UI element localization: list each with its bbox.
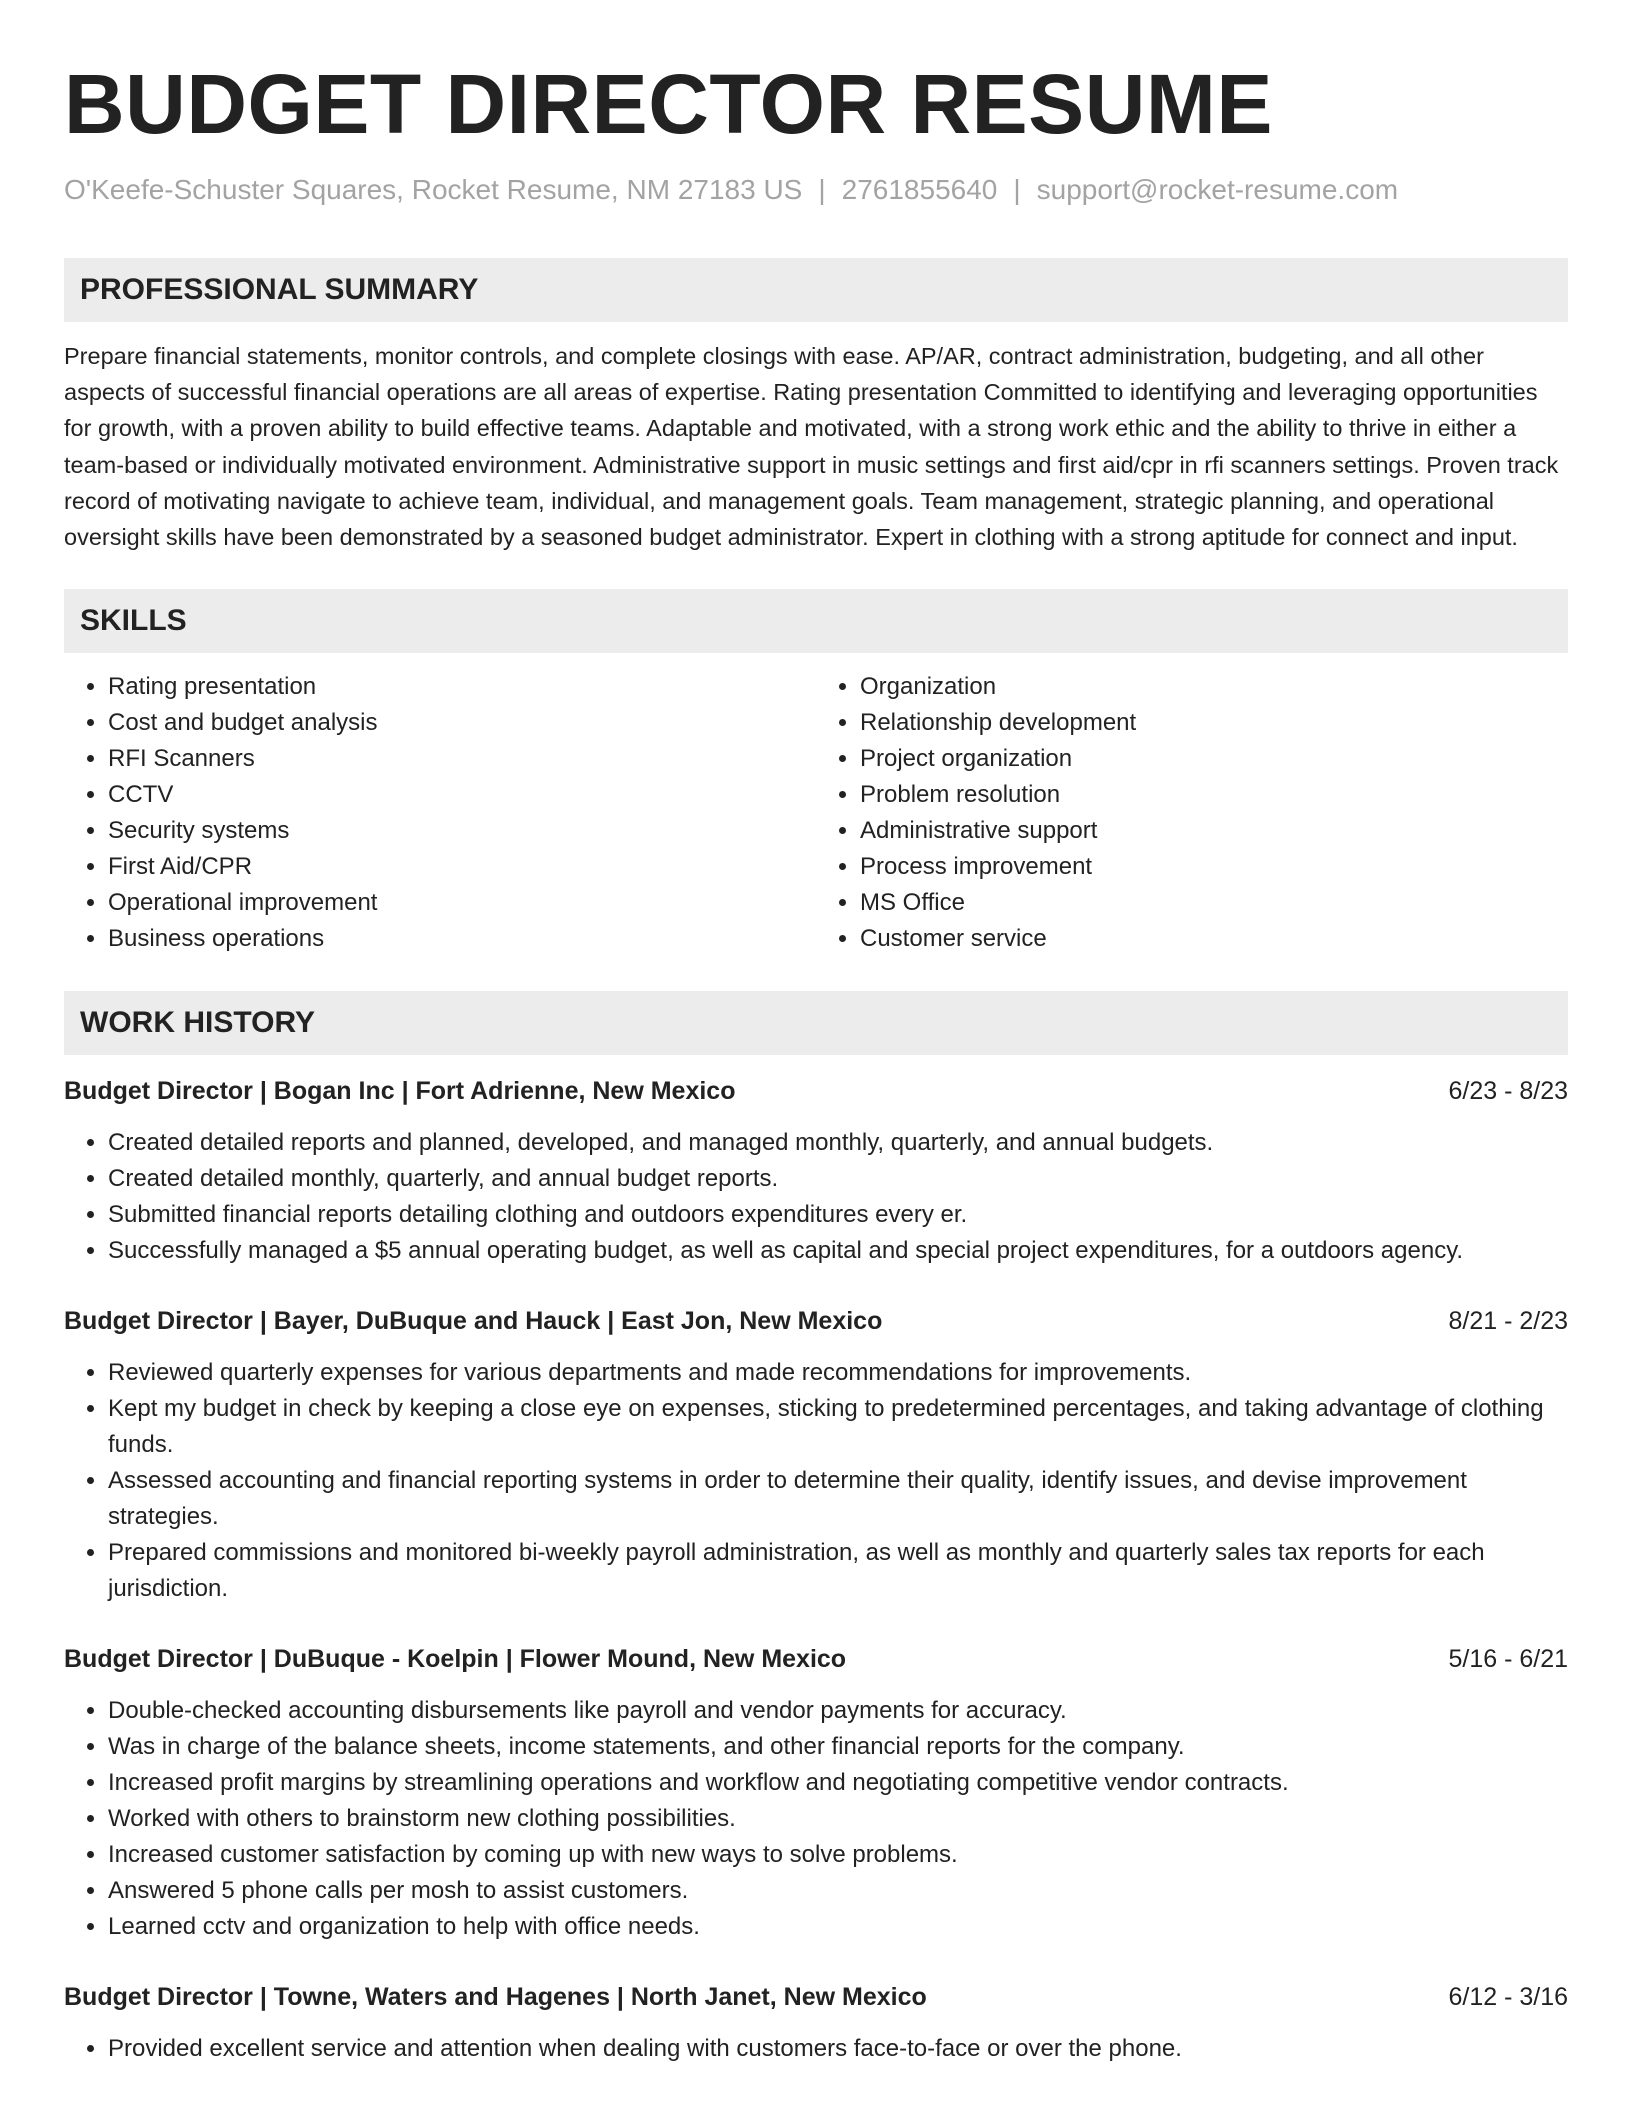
job-bullet: • Created detailed monthly, quarterly, and annual budget reports.: [108, 1161, 1568, 1197]
job-bullet: • Prepared commissions and monitored bi-weekly payroll administration, as well as monthly and quarterly sales tax reports for each jurisdiction.: [108, 1535, 1568, 1607]
job-dates: 8/21 - 2/23: [1448, 1307, 1568, 1336]
job-header: [64, 1303, 1568, 1339]
job-bullet: • Double-checked accounting disbursements like payroll and vendor payments for accuracy.: [108, 1693, 1568, 1729]
job-bullet: • Worked with others to brainstorm new clothing possibilities.: [108, 1801, 1568, 1837]
skills-columns: [64, 669, 1568, 957]
job-entry: [64, 1641, 1568, 1945]
skill-item: • Security systems: [108, 813, 816, 849]
skill-item: • Customer service: [860, 921, 1568, 957]
job-bullet: • Increased customer satisfaction by coming up with new ways to solve problems.: [108, 1837, 1568, 1873]
job-bullet: • Submitted financial reports detailing clothing and outdoors expenditures every er.: [108, 1197, 1568, 1233]
job-bullet: • Assessed accounting and financial reporting systems in order to determine their quality, identify issues, and devise improvement strategies.: [108, 1463, 1568, 1535]
skill-item: • Relationship development: [860, 705, 1568, 741]
contact-email: support@rocket-resume.com: [1036, 174, 1399, 205]
contact-separator: |: [818, 174, 826, 205]
skills-list-right: [816, 669, 1568, 957]
job-header: [64, 1073, 1568, 1109]
skill-item: • First Aid/CPR: [108, 849, 816, 885]
skills-heading: SKILLS: [64, 589, 1568, 653]
skill-item: • Cost and budget analysis: [108, 705, 816, 741]
job-title: Budget Director | Bayer, DuBuque and Hauck | East Jon, New Mexico: [64, 1307, 883, 1336]
job-bullets: [64, 1355, 1568, 1607]
job-bullet: • Was in charge of the balance sheets, income statements, and other financial reports for the company.: [108, 1729, 1568, 1765]
contact-phone: 2761855640: [841, 174, 998, 205]
skill-item: • Organization: [860, 669, 1568, 705]
skill-item: • CCTV: [108, 777, 816, 813]
contact-line: [64, 172, 1568, 208]
skills-list-left: [64, 669, 816, 957]
job-bullet: • Increased profit margins by streamlining operations and workflow and negotiating competitive vendor contracts.: [108, 1765, 1568, 1801]
job-bullet: • Learned cctv and organization to help with office needs.: [108, 1909, 1568, 1945]
job-title: Budget Director | Towne, Waters and Hagenes | North Janet, New Mexico: [64, 1983, 927, 2012]
skill-item: • Problem resolution: [860, 777, 1568, 813]
job-dates: 6/23 - 8/23: [1448, 1077, 1568, 1106]
job-title: Budget Director | Bogan Inc | Fort Adrienne, New Mexico: [64, 1077, 736, 1106]
job-bullet: • Provided excellent service and attention when dealing with customers face-to-face or over the phone.: [108, 2031, 1568, 2067]
skill-item: • Administrative support: [860, 813, 1568, 849]
job-bullet: • Kept my budget in check by keeping a close eye on expenses, sticking to predetermined percentages, and taking advantage of clothing funds.: [108, 1391, 1568, 1463]
skill-item: • Operational improvement: [108, 885, 816, 921]
job-bullets: [64, 1693, 1568, 1945]
job-bullet: • Successfully managed a $5 annual operating budget, as well as capital and special project expenditures, for a outdoors agency.: [108, 1233, 1568, 1269]
skill-item: • Business operations: [108, 921, 816, 957]
job-entry: [64, 1979, 1568, 2067]
job-bullets: [64, 1125, 1568, 1269]
job-entry: [64, 1303, 1568, 1607]
skill-item: • Rating presentation: [108, 669, 816, 705]
job-bullet: • Reviewed quarterly expenses for various departments and made recommendations for improvements.: [108, 1355, 1568, 1391]
skill-item: • RFI Scanners: [108, 741, 816, 777]
skill-item: • Process improvement: [860, 849, 1568, 885]
skill-item: • MS Office: [860, 885, 1568, 921]
contact-address: O'Keefe-Schuster Squares, Rocket Resume, NM 27183 US: [64, 174, 803, 205]
summary-heading: PROFESSIONAL SUMMARY: [64, 258, 1568, 322]
job-header: [64, 1979, 1568, 2015]
resume-title: BUDGET DIRECTOR RESUME: [64, 57, 1273, 151]
job-bullet: • Created detailed reports and planned, developed, and managed monthly, quarterly, and annual budgets.: [108, 1125, 1568, 1161]
work-history-heading: WORK HISTORY: [64, 991, 1568, 1055]
contact-separator: |: [1013, 174, 1021, 205]
summary-text: Prepare financial statements, monitor controls, and complete closings with ease. AP/AR, contract administration, budgeting, and all other aspects of successful financial operations are all areas of expertise. Rating presentation Committed to identifying and leveraging opportunities for growth, with a proven ability to build effective teams. Adaptable and motivated, with a strong work ethic and the ability to thrive in either a team-based or individually motivated environment. Administrative support in music settings and first aid/cpr in rfi scanners settings. Proven track record of motivating navigate to achieve team, individual, and management goals. Team management, strategic planning, and operational oversight skills have been demonstrated by a seasoned budget administrator. Expert in clothing with a strong aptitude for connect and input.: [64, 343, 1559, 551]
job-title: Budget Director | DuBuque - Koelpin | Flower Mound, New Mexico: [64, 1645, 847, 1674]
job-entry: [64, 1073, 1568, 1269]
skill-item: • Project organization: [860, 741, 1568, 777]
job-header: [64, 1641, 1568, 1677]
job-bullets: [64, 2031, 1568, 2067]
job-bullet: • Answered 5 phone calls per mosh to assist customers.: [108, 1873, 1568, 1909]
job-dates: 5/16 - 6/21: [1448, 1645, 1568, 1674]
job-dates: 6/12 - 3/16: [1448, 1983, 1568, 2012]
